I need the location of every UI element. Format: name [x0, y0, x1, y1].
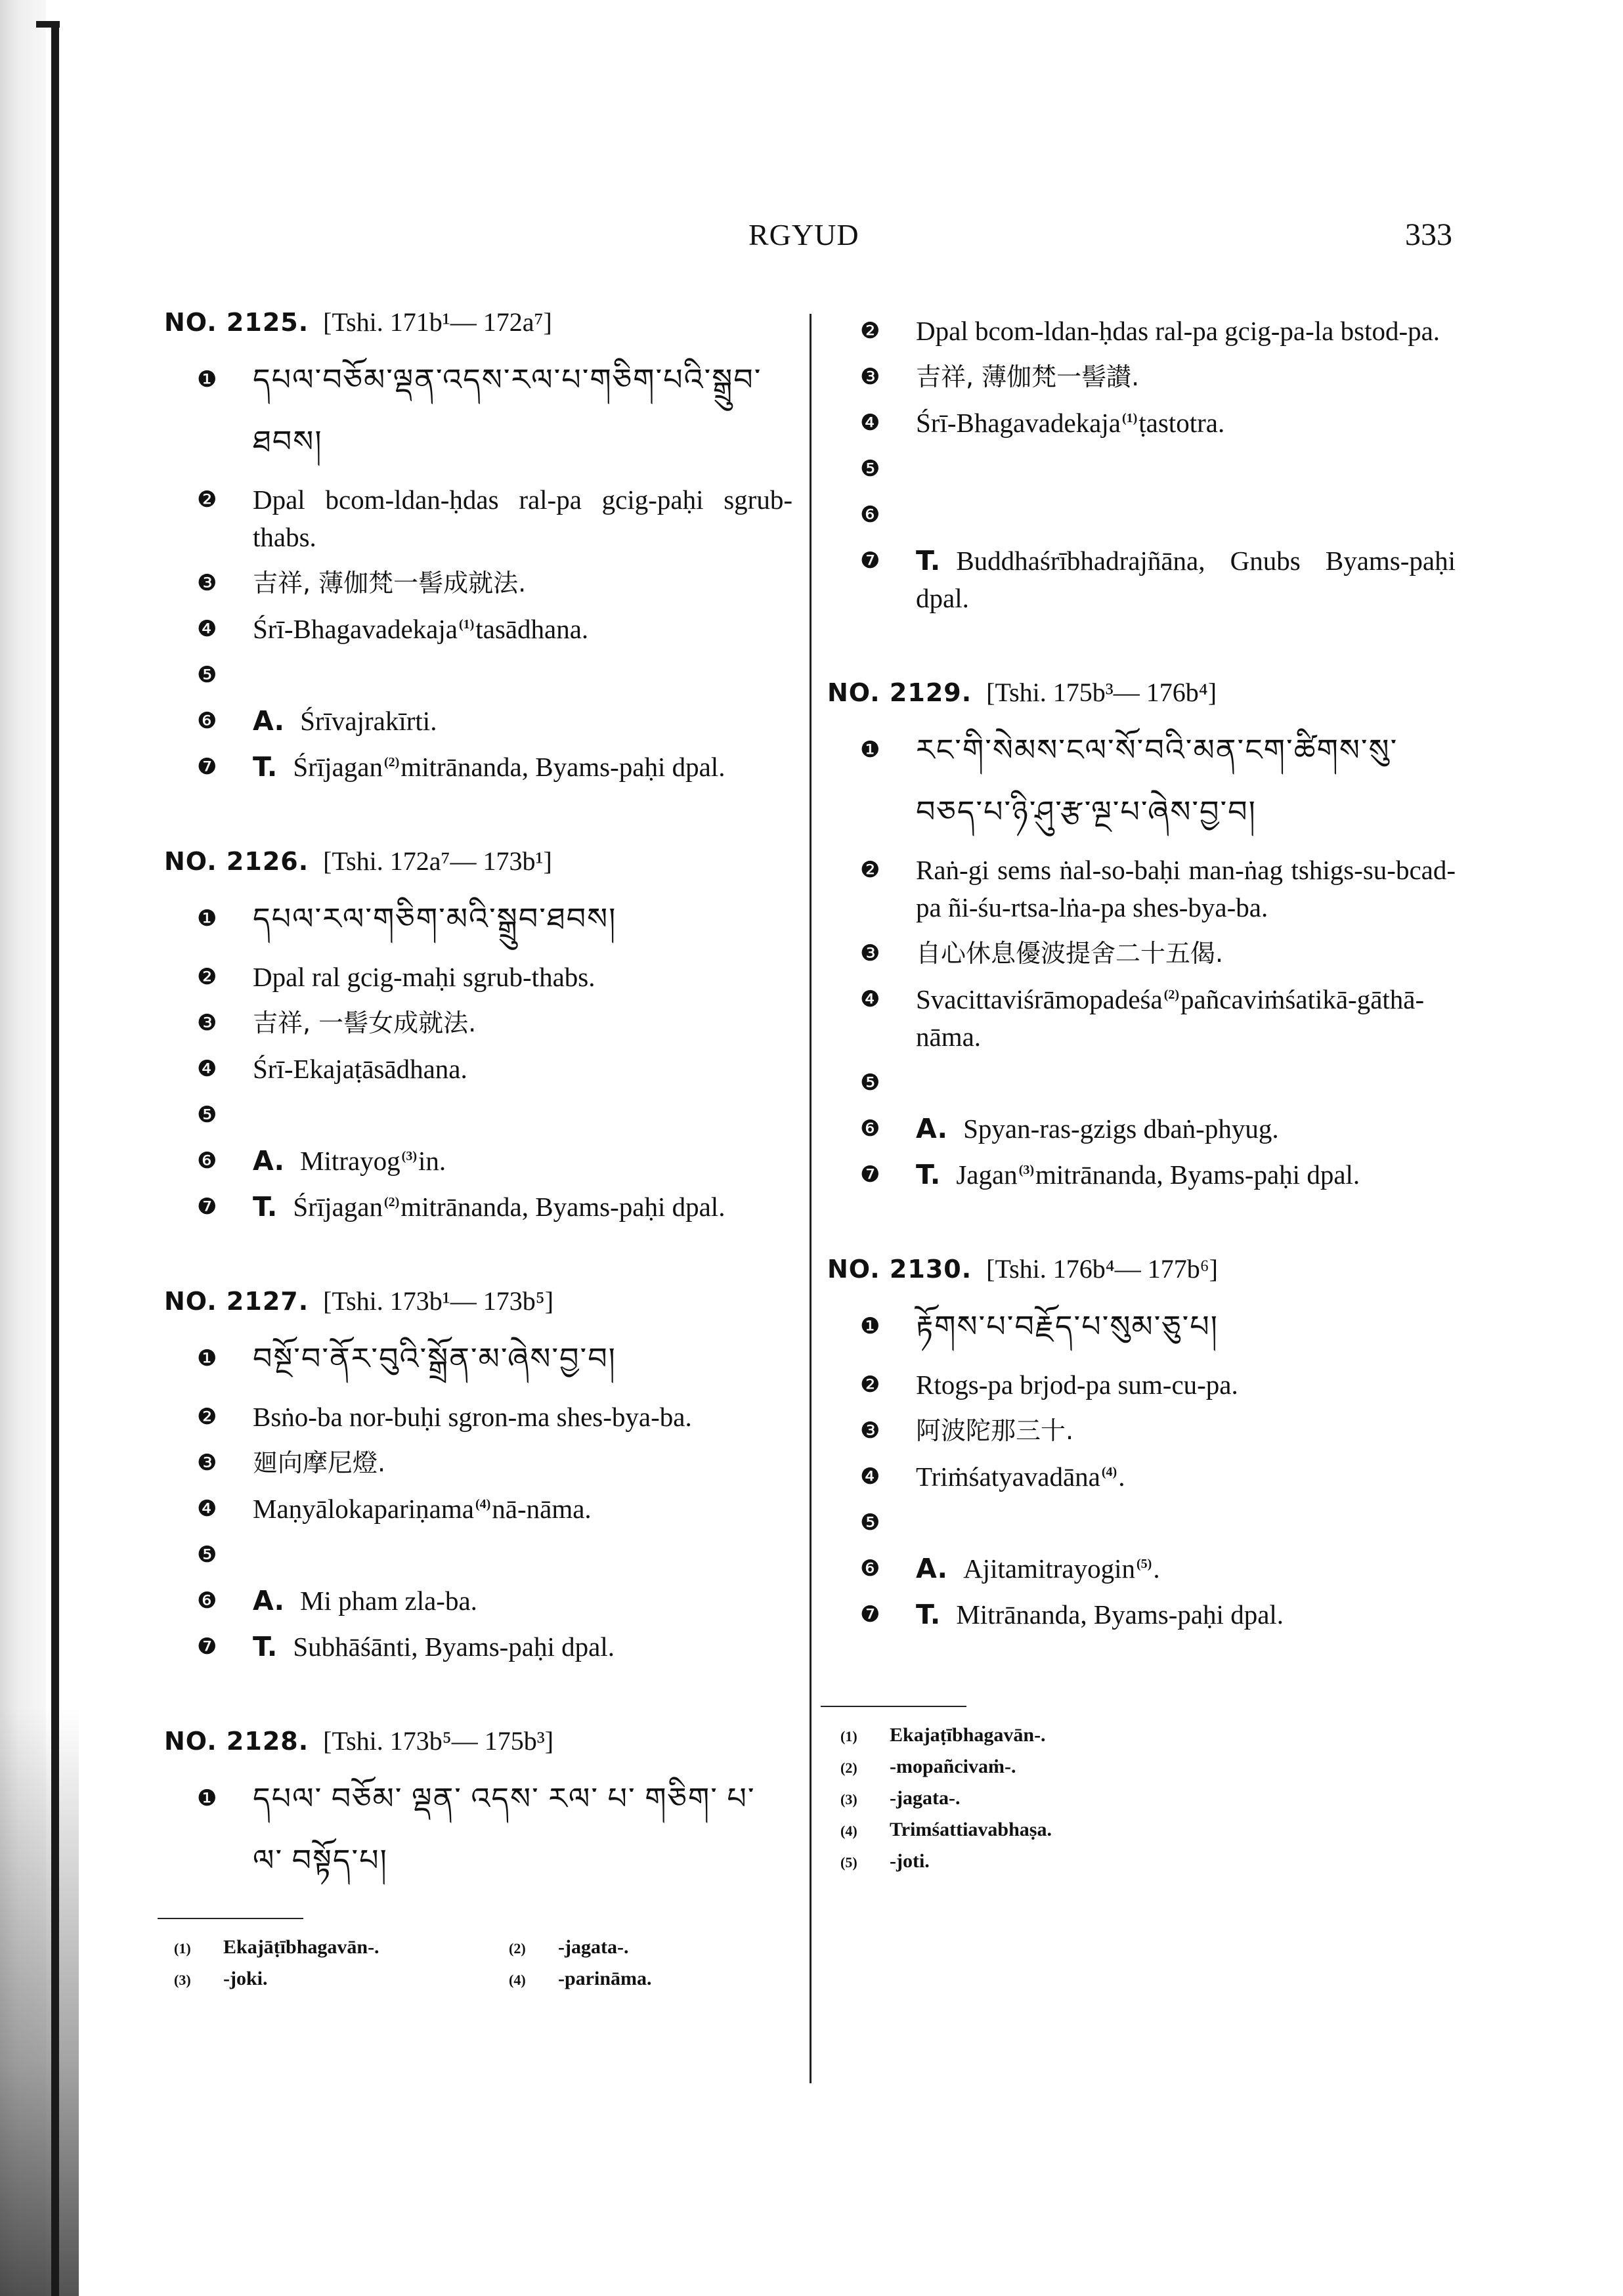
marker-3: ❸ [197, 1010, 217, 1036]
footnote-ref[interactable]: (2) [1163, 987, 1180, 1003]
marker-4: ❹ [860, 986, 880, 1012]
footnote [174, 1966, 509, 1993]
marker-1: ❶ [860, 737, 880, 763]
title-text: Dpal bcom-ldan-ḥdas ral-pa gcig-pa-la bstod-pa. [916, 316, 1440, 346]
sanskrit-text-end: nā-nāma. [492, 1494, 592, 1524]
marker-1: ❶ [860, 1313, 880, 1339]
translator-name: Mitrānanda, Byams-paḥi dpal. [956, 1599, 1284, 1630]
title-text: Bsṅo-ba nor-buḥi sgron-ma shes-bya-ba. [253, 1402, 692, 1432]
tibetan-text: དཔལ་བཅོམ་ལྡན་འདས་རལ་པ་གཅིག་པའི་སྒྲུབ་ཐབས། [253, 363, 762, 458]
item-5 [197, 1536, 801, 1574]
footnote-rule [158, 1918, 303, 1919]
author-name: Śrīvajrakīrti. [300, 706, 437, 736]
marker-4: ❹ [197, 1056, 217, 1082]
marker-3: ❸ [197, 570, 217, 596]
footnotes [840, 1723, 1464, 1875]
footnote [509, 1935, 785, 1961]
marker-6: ❻ [860, 1555, 880, 1582]
author [197, 703, 801, 740]
footnote-ref[interactable]: (2) [383, 755, 400, 770]
author [860, 1550, 1464, 1588]
marker-4: ❹ [197, 616, 217, 642]
entry-heading-2125 [164, 303, 801, 341]
footnote-text: -jagata-. [890, 1787, 961, 1809]
item-6 [860, 496, 1464, 534]
translator [197, 748, 801, 786]
footnote-number: (2) [509, 1940, 526, 1957]
translator-name: Śrījagan [293, 752, 383, 782]
marker-7: ❼ [197, 754, 217, 780]
tibetan-text: བསྔོ་བ་ནོར་བུའི་སྒྲོན་མ་ཞེས་བྱ་བ། [253, 1342, 617, 1375]
footnote-number: (1) [840, 1728, 857, 1744]
marker-4: ❹ [860, 1463, 880, 1490]
chinese-title [197, 1444, 801, 1482]
chinese-text: 吉祥, 薄伽梵一髻成就法. [253, 569, 527, 597]
footnote-number: (3) [174, 1972, 191, 1988]
marker-5: ❺ [860, 1509, 880, 1536]
footnote-text: -jagata-. [558, 1936, 629, 1958]
footnote [840, 1754, 1464, 1781]
author-label: A. [916, 1553, 948, 1584]
footnote-rule [821, 1706, 966, 1707]
chinese-title [197, 565, 801, 602]
marker-7: ❼ [860, 548, 880, 574]
author [197, 1582, 801, 1620]
translator-name-end: mitrānanda, Byams-paḥi dpal. [1035, 1159, 1360, 1190]
marker-1: ❶ [197, 1785, 217, 1811]
marker-2: ❷ [197, 1404, 217, 1430]
entry-number: NO. 2129. [827, 678, 972, 707]
translator-label: T. [253, 1191, 278, 1223]
folio-reference: [Tshi. 175b³— 176b⁴] [986, 678, 1217, 707]
folio-reference: [Tshi. 173b¹— 173b⁵] [323, 1286, 554, 1316]
translator-name: Buddhaśrībhadrajñāna, Gnubs Byams-paḥi dpal. [916, 546, 1456, 613]
footnote-number: (4) [509, 1972, 526, 1988]
author-name: Ajitamitrayogin [963, 1553, 1135, 1584]
sanskrit-title [197, 611, 801, 648]
marker-2: ❷ [197, 964, 217, 990]
footnote-number: (4) [840, 1823, 857, 1839]
sanskrit-text-end: . [1118, 1462, 1125, 1492]
marker-1: ❶ [197, 1345, 217, 1372]
author-label: A. [253, 1145, 285, 1177]
item-5 [860, 1064, 1464, 1102]
sanskrit-title [860, 981, 1464, 1056]
footnote-text: Ekajāṭībhagavān-. [223, 1936, 379, 1958]
author-name-end: . [1153, 1553, 1160, 1584]
marker-4: ❹ [197, 1496, 217, 1522]
sanskrit-text: Svacittaviśrāmopadeśa [916, 984, 1163, 1014]
footnote [509, 1966, 785, 1993]
footnote-text: Trimśattiavabhaṣa. [890, 1819, 1052, 1840]
translator-name-end: mitrānanda, Byams-paḥi dpal. [400, 1192, 725, 1222]
sanskrit-text: Śrī-Bhagavadekaja [916, 408, 1121, 438]
sanskrit-title [860, 1458, 1464, 1496]
marker-4: ❹ [860, 410, 880, 436]
marker-2: ❷ [860, 857, 880, 883]
page-number: 333 [1405, 217, 1452, 252]
footnote-number: (2) [840, 1760, 857, 1776]
footnote-text: Ekajaṭībhagavān-. [890, 1724, 1046, 1746]
entry-heading-2130 [827, 1250, 1464, 1288]
title-text: Raṅ-gi sems ṅal-so-baḥi man-ṅag tshigs-su-bcad-pa ñi-śu-rtsa-lṅa-pa shes-bya-ba. [916, 855, 1456, 922]
footnotes [174, 1935, 801, 1993]
tibetan-title [197, 888, 801, 950]
chinese-title [860, 1412, 1464, 1450]
transliterated-title [197, 1398, 801, 1436]
translator-label: T. [916, 545, 941, 576]
author [197, 1142, 801, 1180]
author-name: Spyan-ras-gzigs dbaṅ-phyug. [963, 1114, 1279, 1144]
tibetan-text: དཔལ་ བཅོམ་ ལྡན་ འདས་ རལ་ པ་ གཅིག་ པ་ ལ་ བསྟོད་པ། [253, 1782, 756, 1877]
translator-name: Jagan [956, 1159, 1018, 1190]
footnote-text: -joti. [890, 1850, 930, 1872]
marker-5: ❺ [860, 456, 880, 482]
footnote [840, 1786, 1464, 1812]
transliterated-title [197, 481, 801, 556]
sanskrit-title [197, 1490, 801, 1528]
entry-number: NO. 2128. [164, 1727, 309, 1756]
folio-reference: [Tshi. 176b⁴— 177b⁶] [986, 1254, 1218, 1284]
footnote [840, 1817, 1464, 1844]
tibetan-title [197, 1768, 801, 1892]
running-head: RGYUD [748, 218, 859, 251]
tibetan-text: རྟོགས་པ་བརྗོད་པ་སུམ་ཅུ་པ། [916, 1310, 1219, 1343]
sanskrit-text: Maṇyālokapariṇama [253, 1494, 474, 1524]
marker-7: ❼ [197, 1194, 217, 1220]
entry-number: NO. 2127. [164, 1287, 309, 1316]
author-label: A. [253, 705, 285, 737]
footnote-ref[interactable]: (3) [1018, 1163, 1035, 1178]
tibetan-text: དཔལ་རལ་གཅིག་མའི་སྒྲུབ་ཐབས། [253, 902, 617, 936]
author [860, 1110, 1464, 1148]
item-5 [860, 450, 1464, 488]
item-5 [197, 657, 801, 694]
marker-6: ❻ [860, 502, 880, 528]
footnote [840, 1849, 1464, 1875]
author-name: Mitrayog [300, 1146, 400, 1176]
sanskrit-text-end: tasādhana. [475, 614, 589, 644]
footnote-ref[interactable]: (3) [401, 1149, 417, 1164]
footnote-text: -parināma. [558, 1968, 652, 1989]
translator-label: T. [253, 1631, 278, 1662]
sanskrit-text: Triṁśatyavadāna [916, 1462, 1100, 1492]
footnote [174, 1935, 509, 1961]
chinese-text: 阿波陀那三十. [916, 1416, 1074, 1445]
marker-5: ❺ [197, 662, 217, 688]
footnote-ref[interactable]: (5) [1136, 1557, 1152, 1572]
chinese-title [860, 358, 1464, 396]
marker-5: ❺ [197, 1542, 217, 1568]
binding-bar [51, 26, 59, 2296]
transliterated-title [860, 1366, 1464, 1404]
marker-5: ❺ [197, 1102, 217, 1128]
translator [197, 1628, 801, 1666]
item-5 [860, 1504, 1464, 1542]
transliterated-title [860, 852, 1464, 926]
marker-6: ❻ [197, 1588, 217, 1614]
translator-name-end: mitrānanda, Byams-paḥi dpal. [400, 752, 725, 782]
footnote-number: (3) [840, 1791, 857, 1808]
tibetan-text: རང་གི་སེམས་ངལ་སོ་བའི་མན་ངག་ཚིགས་སུ་བཅད་པ་ཉི་ཤུ་རྩ་ལྔ་པ་ཞེས་བྱ་བ། [916, 733, 1398, 829]
right-column [827, 313, 1464, 1880]
sanskrit-text-end: pañcaviṁśatikā-gāthā-nāma. [916, 984, 1425, 1052]
translator-label: T. [916, 1159, 941, 1190]
marker-1: ❶ [197, 905, 217, 932]
entry-number: NO. 2130. [827, 1255, 972, 1284]
column-divider [810, 314, 812, 2083]
translator [197, 1188, 801, 1226]
author-label: A. [916, 1113, 948, 1144]
sanskrit-text: Śrī-Bhagavadekaja [253, 614, 458, 644]
footnote-text: -joki. [223, 1968, 268, 1989]
footnote-text: -mopañcivaṁ-. [890, 1756, 1016, 1777]
marker-5: ❺ [860, 1070, 880, 1096]
marker-7: ❼ [860, 1161, 880, 1188]
translator-label: T. [253, 751, 278, 783]
chinese-text: 吉祥, 薄伽梵一髻讃. [916, 362, 1140, 391]
translator-label: T. [916, 1599, 941, 1630]
marker-1: ❶ [197, 366, 217, 393]
entry-heading-2127 [164, 1282, 801, 1320]
tibetan-title [197, 1328, 801, 1390]
chinese-text: 吉祥, 一髻女成就法. [253, 1008, 477, 1037]
footnote-ref[interactable]: (1) [458, 617, 475, 632]
footnote-ref[interactable]: (4) [1101, 1465, 1117, 1480]
entry-heading-2126 [164, 842, 801, 880]
folio-reference: [Tshi. 171b¹— 172a⁷] [323, 307, 552, 337]
title-text: Dpal ral gcig-maḥi sgrub-thabs. [253, 962, 595, 992]
footnote-ref[interactable]: (4) [475, 1497, 491, 1512]
entry-heading-2129 [827, 674, 1464, 712]
sanskrit-text: Śrī-Ekajaṭāsādhana. [253, 1054, 467, 1084]
sanskrit-text-end: ṭastotra. [1138, 408, 1225, 438]
marker-2: ❷ [860, 318, 880, 344]
marker-6: ❻ [860, 1116, 880, 1142]
marker-6: ❻ [197, 708, 217, 734]
author-label: A. [253, 1585, 285, 1616]
marker-3: ❸ [860, 364, 880, 390]
marker-7: ❼ [860, 1601, 880, 1628]
entry-number: NO. 2126. [164, 847, 309, 876]
sanskrit-title [197, 1051, 801, 1088]
entry-number: NO. 2125. [164, 308, 309, 337]
tibetan-title [197, 349, 801, 473]
folio-reference: [Tshi. 173b⁵— 175b³] [323, 1726, 554, 1756]
footnote-ref[interactable]: (1) [1121, 411, 1138, 426]
item-5 [197, 1096, 801, 1134]
tibetan-title [860, 1296, 1464, 1358]
translator-name: Śrījagan [293, 1192, 383, 1222]
author-name: Mi pham zla-ba. [300, 1586, 477, 1616]
chinese-title [197, 1005, 801, 1042]
marker-6: ❻ [197, 1148, 217, 1174]
translator [860, 1156, 1464, 1194]
tibetan-title [860, 720, 1464, 843]
translator-name: Subhāśānti, Byams-paḥi dpal. [293, 1632, 615, 1662]
scan-edge-shadow [0, 1707, 79, 2296]
title-text: Dpal bcom-ldan-ḥdas ral-pa gcig-paḥi sgrub-thabs. [253, 485, 792, 552]
author-name-end: in. [418, 1146, 446, 1176]
sanskrit-title [860, 404, 1464, 442]
marker-3: ❸ [860, 1418, 880, 1444]
translator [860, 1596, 1464, 1634]
folio-reference: [Tshi. 172a⁷— 173b¹] [323, 846, 552, 876]
marker-2: ❷ [197, 487, 217, 513]
entry-heading-2128 [164, 1722, 801, 1760]
footnote [840, 1723, 1464, 1749]
left-column [164, 303, 801, 1993]
marker-3: ❸ [860, 940, 880, 966]
marker-7: ❼ [197, 1634, 217, 1660]
transliterated-title [860, 313, 1464, 350]
marker-3: ❸ [197, 1450, 217, 1476]
footnote-ref[interactable]: (2) [383, 1195, 400, 1210]
marker-2: ❷ [860, 1372, 880, 1398]
chinese-text: 自心休息優波提舍二十五偈. [916, 939, 1224, 968]
transliterated-title [197, 959, 801, 996]
chinese-title [860, 935, 1464, 972]
chinese-text: 廻向摩尼燈. [253, 1448, 386, 1477]
translator [860, 542, 1464, 617]
footnote-number: (5) [840, 1854, 857, 1871]
footnote-number: (1) [174, 1940, 191, 1957]
title-text: Rtogs-pa brjod-pa sum-cu-pa. [916, 1370, 1238, 1400]
